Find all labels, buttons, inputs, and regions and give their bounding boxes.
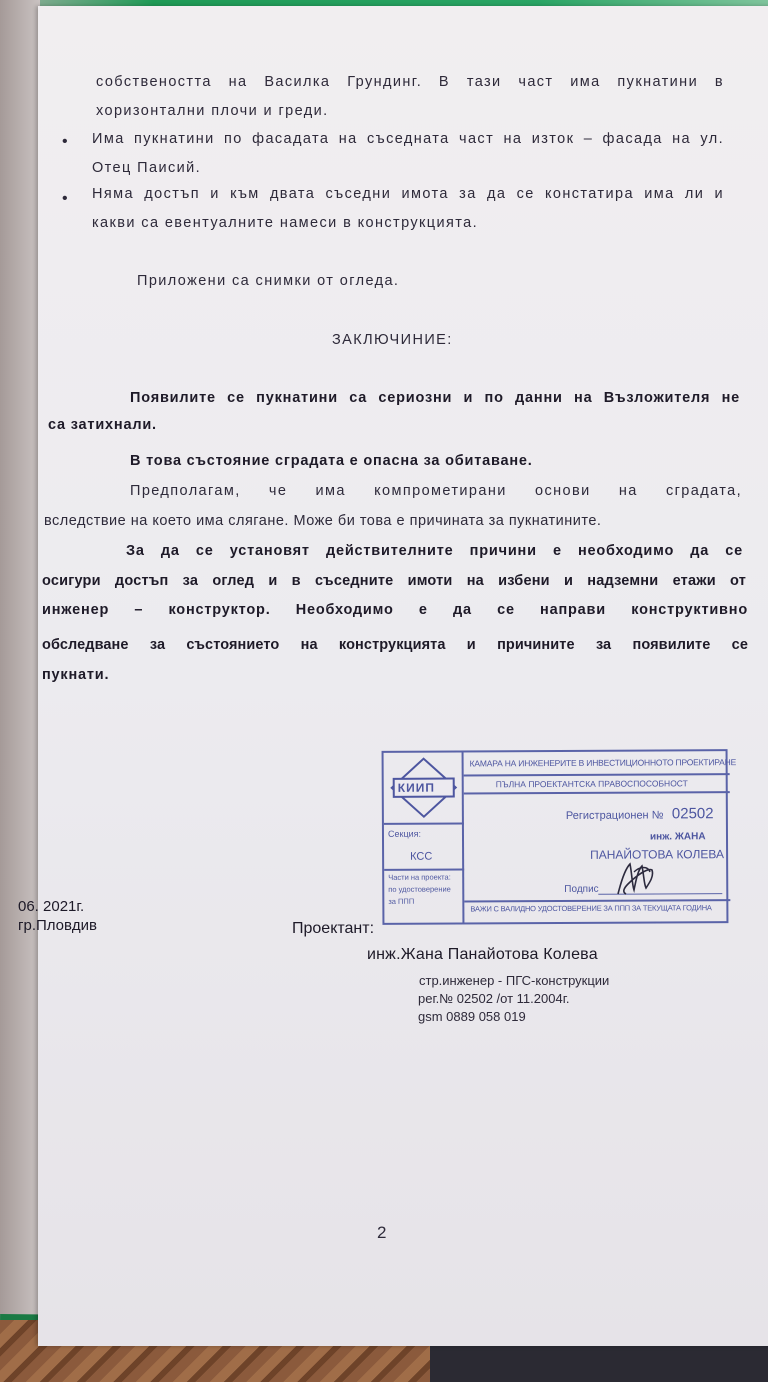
conclusion-line: За да се установят действителните причини е необходимо да се: [126, 543, 743, 559]
conclusion-line: Предполагам, че има компрометирани основи на сградата,: [130, 483, 742, 499]
stamp-divider: [464, 791, 730, 794]
conclusion-line: Появилите се пукнатини са сериозни и по данни на Възложителя не: [130, 390, 740, 406]
designer-label: Проектант:: [292, 920, 375, 937]
designer-title: стр.инженер - ПГС-конструкции: [419, 973, 610, 988]
bullet-line: Отец Паисий.: [92, 160, 202, 176]
stamp-section-label: Секция:: [387, 828, 422, 839]
document-city: гр.Пловдив: [18, 917, 97, 934]
stamp-divider: [384, 868, 464, 870]
conclusion-line: осигури достъп за оглед и в съседните имоти на избени и надземни етажи от: [42, 573, 746, 589]
stamp-engineer-title: инж. ЖАНА: [649, 831, 706, 843]
bullet-line: Има пукнатини по фасадата на съседната част на изток – фасада на ул.: [92, 131, 724, 147]
stamp-signature-label: Подпис: [564, 883, 599, 895]
bullet-marker: •: [62, 133, 68, 150]
conclusion-heading: ЗАКЛЮЧИНИЕ:: [332, 332, 453, 348]
stamp-divider: [384, 822, 464, 824]
conclusion-line: са затихнали.: [48, 417, 157, 433]
stamp-parts-label: по удостоверение: [388, 884, 451, 894]
conclusion-line: пукнати.: [42, 667, 110, 683]
stamp-subheader: ПЪЛНА ПРОЕКТАНТСКА ПРАВОСПОСОБНОСТ: [495, 778, 688, 790]
stamp-header: КАМАРА НА ИНЖЕНЕРИТЕ В ИНВЕСТИЦИОННОТО ПРОЕКТИРАНЕ: [469, 757, 737, 769]
handwritten-signature-icon: [612, 858, 658, 902]
conclusion-danger-statement: В това състояние сградата е опасна за обитаване.: [130, 453, 533, 469]
photos-note: Приложени са снимки от огледа.: [137, 273, 400, 289]
conclusion-line: обследване за състоянието на конструкцията и причините за появилите се: [42, 637, 748, 653]
stamp-parts-label: за ППП: [388, 896, 415, 906]
stamp-divider: [462, 752, 465, 922]
stamp-section-value: КСС: [410, 850, 433, 863]
stamp-validity-note: ВАЖИ С ВАЛИДНО УДОСТОВЕРЕНИЕ ЗА ППП ЗА ТЕКУЩАТА ГОДИНА: [470, 903, 712, 914]
stamp-logo-text: КИИП: [397, 780, 435, 795]
paragraph-line: [96, 74, 724, 90]
stamp-divider: [464, 899, 730, 902]
designer-registration: рег.№ 02502 /от 11.2004г.: [418, 991, 570, 1006]
bullet-line: какви са евентуалните намеси в конструкцията.: [92, 215, 479, 231]
bullet-marker: •: [62, 190, 68, 207]
designer-phone: gsm 0889 058 019: [418, 1009, 526, 1024]
stamp-engineer-name: ПАНАЙОТОВА КОЛЕВА: [590, 847, 725, 862]
stamp-divider: [464, 773, 730, 776]
stamp-parts-label: Части на проекта:: [388, 872, 451, 882]
designer-name: инж.Жана Панайотова Колева: [367, 946, 598, 963]
paragraph-line: хоризонтални плочи и греди.: [96, 103, 329, 119]
document-date: 06. 2021г.: [18, 898, 85, 915]
stamp-reg-label: Регистрационен №: [565, 809, 664, 822]
document-page: [38, 6, 768, 1346]
stamp-reg-number: 02502: [671, 805, 714, 823]
page-number: 2: [377, 1223, 387, 1242]
conclusion-line: вследствие на което има слягане. Може би това е причината за пукнатините.: [44, 513, 602, 529]
bullet-line: Няма достъп и към двата съседни имота за да се констатира има ли и: [92, 186, 724, 202]
background-left-edge: [0, 0, 40, 1382]
paragraph-line-text: собствеността на Василка Грундинг. В тази част има пукнатини в: [96, 74, 724, 90]
background-dark-object: [430, 1340, 768, 1382]
engineer-stamp: [382, 749, 737, 925]
conclusion-line: инженер – конструктор. Необходимо е да се направи конструктивно: [42, 602, 748, 618]
